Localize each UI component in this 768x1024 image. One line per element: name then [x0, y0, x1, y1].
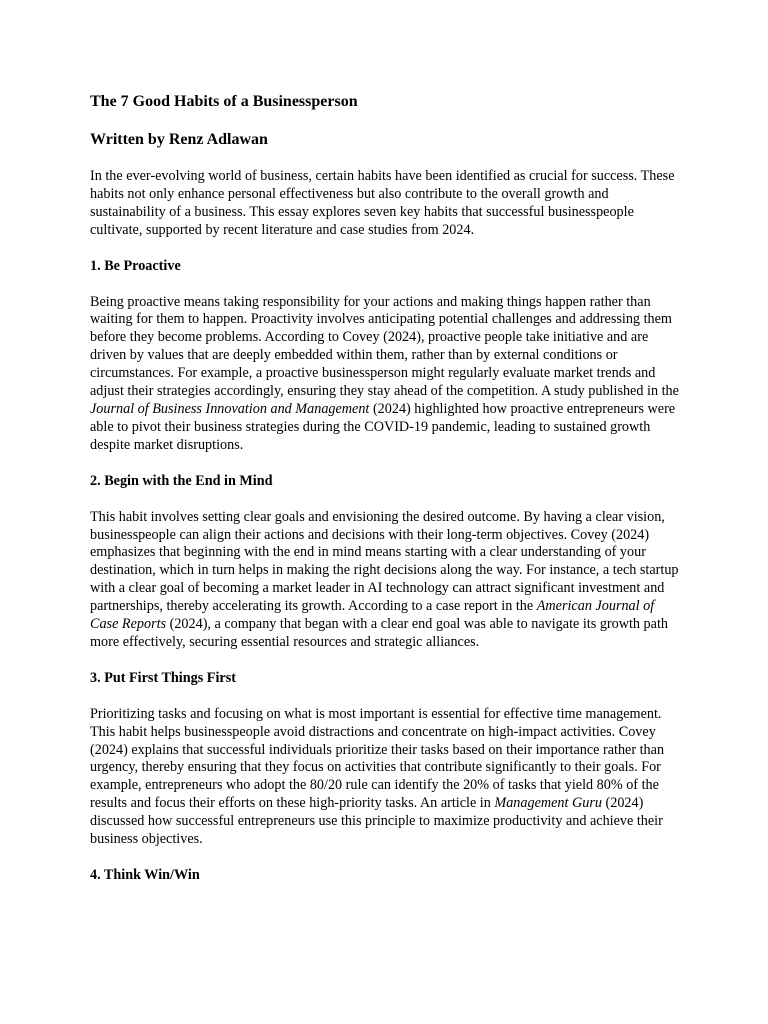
section-body-3-publication-title: Management Guru: [494, 795, 602, 812]
section-body-3-text-b: (2024) discussed how successful entrepreneurs use this principle to maximize productivity and achieve their business objectives.: [90, 795, 663, 848]
section-body-3-text-a: Prioritizing tasks and focusing on what is most important is essential for effective time management. This habit helps businesspeople avoid distractions and concentrate on high-impact activities. Covey (2024) explains that successful individuals prioritize their tasks based on their importance rather than urgency, thereby ensuring that they focus on activities that contribute significantly to their goals. For example, entrepreneurs who adopt the 80/20 rule can identify the 20% of tasks that yield 80% of the results and focus their efforts on these high-priority tasks. An article in: [90, 705, 665, 812]
section-heading-1: 1. Be Proactive: [90, 257, 181, 274]
section-heading-3: 3. Put First Things First: [90, 669, 236, 686]
section-body-1-journal-title: Journal of Business Innovation and Management: [90, 400, 370, 417]
section-heading-4: 4. Think Win/Win: [90, 867, 200, 883]
document-page: [90, 92, 680, 885]
section-body-2-text-a: This habit involves setting clear goals and envisioning the desired outcome. By having a clear vision, businesspeople can align their actions and decisions with their long-term objectives. Covey (2024) emphasizes that beginning with the end in mind means starting with a clear understanding of your destination, which in turn helps in making the right decisions along the way. For instance, a tech startup with a clear goal of becoming a market leader in AI technology can attract significant investment and partnerships, thereby accelerating its growth. According to a case report in the: [90, 508, 679, 615]
section-body-2: [90, 509, 680, 652]
author-line: Written by Renz Adlawan: [90, 131, 268, 148]
section-body-2-text-b: (2024), a company that began with a clear end goal was able to navigate its growth path more effectively, securing essential resources and strategic alliances.: [90, 616, 668, 650]
intro-paragraph: In the ever-evolving world of business, certain habits have been identified as crucial for success. These habits not only enhance personal effectiveness but also contribute to the overall growth and sustainability of a business. This essay explores seven key habits that successful businesspeople cultivate, supported by recent literature and case studies from 2024.: [90, 168, 675, 238]
section-heading-2: 2. Begin with the End in Mind: [90, 472, 273, 489]
section-body-1: [90, 294, 680, 455]
section-body-1-text-b: (2024) highlighted how proactive entrepreneurs were able to pivot their business strategies during the COVID-19 pandemic, leading to sustained growth despite market disruptions.: [90, 400, 676, 453]
document-title: The 7 Good Habits of a Businessperson: [90, 93, 358, 110]
section-body-2-journal-title: American Journal of Case Reports: [90, 598, 655, 633]
section-body-3: [90, 706, 680, 849]
section-body-1-text-a: Being proactive means taking responsibility for your actions and making things happen rather than waiting for them to happen. Proactivity involves anticipating potential challenges and addressing them before they become problems. According to Covey (2024), proactive people take initiative and are driven by values that are deeply embedded within them, rather than by external conditions or circumstances. For example, a proactive businessperson might regularly evaluate market trends and adjust their strategies accordingly, ensuring they stay ahead of the competition. A study published in the: [90, 293, 679, 400]
